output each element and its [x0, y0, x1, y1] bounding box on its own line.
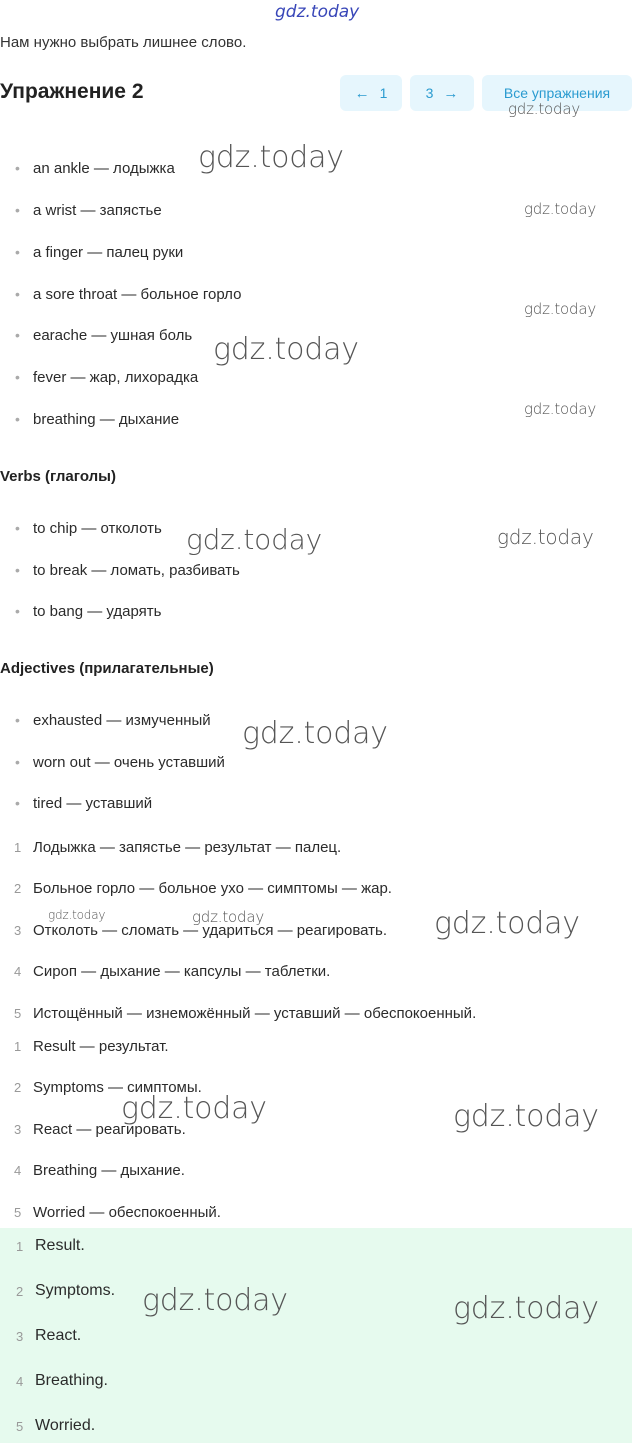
numbered-item: 1 Лодыжка — запястье — результат — палец.	[14, 838, 342, 856]
watermark: gdz.today	[213, 332, 359, 367]
watermark: gdz.today	[242, 716, 388, 751]
watermark: gdz.today	[508, 100, 581, 118]
watermark: gdz.today	[453, 1099, 599, 1134]
numbered-item: 5 Истощённый — изнеможённый — уставший — обеспокоенный.	[14, 1004, 477, 1022]
watermark: gdz.today	[524, 400, 597, 418]
answer-item: 3 React.	[16, 1327, 82, 1344]
answer-item: 1 Result.	[16, 1237, 85, 1254]
bullet-icon: •	[15, 369, 20, 385]
watermark: gdz.today	[497, 525, 594, 549]
page-title: Упражнение 2	[0, 80, 144, 103]
numbered-item: 5 Worried — обеспокоенный.	[14, 1203, 221, 1221]
bullet-icon: •	[15, 795, 20, 811]
bullet-icon: •	[15, 286, 20, 302]
list-item: • a wrist — запястье	[0, 197, 162, 223]
list-item: • an ankle — лодыжка	[0, 155, 175, 181]
bullet-icon: •	[15, 712, 20, 728]
watermark: gdz.today	[186, 523, 322, 556]
watermark: gdz.today	[524, 200, 597, 218]
bullet-icon: •	[15, 520, 20, 536]
list-item: • to bang — ударять	[0, 598, 161, 624]
answer-block	[0, 1228, 632, 1443]
numbered-item: 4 Breathing — дыхание.	[14, 1161, 185, 1179]
watermark-top: gdz.today	[275, 2, 360, 22]
list-item: • exhausted — измученный	[0, 707, 211, 733]
list-item: • worn out — очень уставший	[0, 749, 225, 775]
list-item: • earache — ушная боль	[0, 322, 192, 348]
numbered-item: 2 Symptoms — симптомы.	[14, 1078, 202, 1096]
bullet-icon: •	[15, 562, 20, 578]
adjectives-heading: Adjectives (прилагательные)	[0, 660, 214, 677]
numbered-item: 3 React — реагировать.	[14, 1120, 186, 1138]
bullet-icon: •	[15, 202, 20, 218]
all-exercises-label: Все упражнения	[503, 85, 611, 101]
answer-item: 2 Symptoms.	[16, 1282, 116, 1299]
watermark: gdz.today	[142, 1283, 288, 1318]
list-item: • a sore throat — больное горло	[0, 281, 241, 307]
watermark: gdz.today	[48, 908, 106, 922]
numbered-item: 1 Result — результат.	[14, 1037, 169, 1055]
watermark: gdz.today	[198, 140, 344, 175]
list-item: • fever — жар, лихорадка	[0, 364, 198, 390]
answer-item: 4 Breathing.	[16, 1372, 108, 1389]
prev-exercise-button[interactable]	[340, 75, 402, 111]
list-item: • a finger — палец руки	[0, 239, 183, 265]
numbered-item: 4 Сироп — дыхание — капсулы — таблетки.	[14, 962, 331, 980]
list-item: • breathing — дыхание	[0, 406, 179, 432]
list-item: • tired — уставший	[0, 790, 152, 816]
list-item: • to break — ломать, разбивать	[0, 557, 240, 583]
answer-item: 5 Worried.	[16, 1417, 96, 1434]
numbered-item: 2 Больное горло — больное ухо — симптомы — жар.	[14, 879, 392, 897]
bullet-icon: •	[15, 411, 20, 427]
watermark: gdz.today	[121, 1091, 267, 1126]
list-item: • to chip — отколоть	[0, 515, 162, 541]
bullet-icon: •	[15, 754, 20, 770]
prev-exercise-label: 1	[379, 85, 388, 101]
bullet-icon: •	[15, 327, 20, 343]
verbs-heading: Verbs (глаголы)	[0, 468, 116, 485]
watermark: gdz.today	[192, 908, 265, 926]
watermark: gdz.today	[524, 300, 597, 318]
watermark: gdz.today	[434, 906, 580, 941]
next-exercise-label: 3	[425, 85, 434, 101]
bullet-icon: •	[15, 603, 20, 619]
bullet-icon: •	[15, 244, 20, 260]
intro-text: Нам нужно выбрать лишнее слово.	[0, 34, 247, 51]
numbered-item: 3 Отколоть — сломать — удариться — реагировать.	[14, 921, 388, 939]
arrow-right-icon: →	[443, 84, 459, 102]
bullet-icon: •	[15, 160, 20, 176]
arrow-left-icon: ←	[354, 84, 370, 102]
watermark: gdz.today	[453, 1291, 599, 1326]
next-exercise-button[interactable]	[410, 75, 474, 111]
